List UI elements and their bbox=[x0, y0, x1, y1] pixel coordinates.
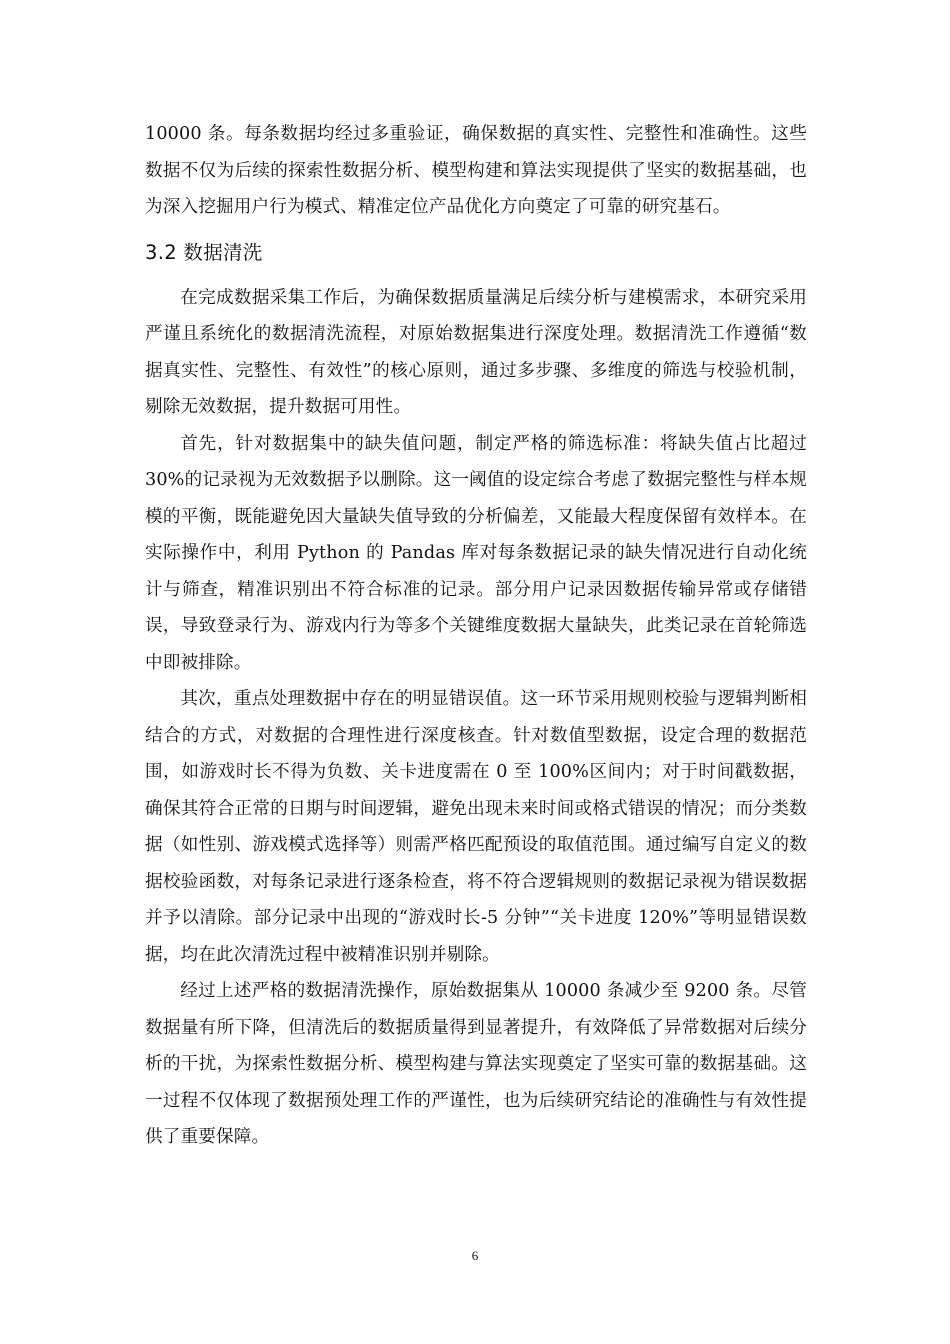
page-number: 6 bbox=[471, 1248, 479, 1263]
continuation-paragraph: 10000 条。每条数据均经过多重验证，确保数据的真实性、完整性和准确性。这些数据不仅为后续的探索性数据分析、模型构建和算法实现提供了坚实的数据基础，也为深入挖掘用户行为模式、精准定位产品优化方向奠定了可靠的研究基石。 bbox=[145, 124, 807, 217]
paragraph-intro: 在完成数据采集工作后，为确保数据质量满足后续分析与建模需求，本研究采用严谨且系统化的数据清洗流程，对原始数据集进行深度处理。数据清洗工作遵循“数据真实性、完整性、有效性”的核心原则，通过多步骤、多维度的筛选与校验机制，剔除无效数据，提升数据可用性。 bbox=[145, 287, 807, 417]
page-body bbox=[145, 116, 807, 1156]
paragraph-summary: 经过上述严格的数据清洗操作，原始数据集从 10000 条减少至 9200 条。尽管数据量有所下降，但清洗后的数据质量得到显著提升，有效降低了异常数据对后续分析的干扰，为探索性数据分析、模型构建与算法实现奠定了坚实可靠的数据基础。这一过程不仅体现了数据预处理工作的严谨性，也为后续研究结论的准确性与有效性提供了重要保障。 bbox=[145, 981, 807, 1147]
paragraph-error-values: 其次，重点处理数据中存在的明显错误值。这一环节采用规则校验与逻辑判断相结合的方式，对数据的合理性进行深度核查。针对数值型数据，设定合理的数据范围，如游戏时长不得为负数、关卡进度需在 0 至 100%区间内；对于时间戳数据，确保其符合正常的日期与时间逻辑，避免出现未来时间或格式错误的情况；而分类数据（如性别、游戏模式选择等）则需严格匹配预设的取值范围。通过编写自定义的数据校验函数，对每条记录进行逐条检查，将不符合逻辑规则的数据记录视为错误数据并予以清除。部分记录中出现的“游戏时长-5 分钟”“关卡进度 120%”等明显错误数据，均在此次清洗过程中被精准识别并剔除。 bbox=[145, 689, 807, 965]
section-heading: 3.2 数据清洗 bbox=[145, 240, 263, 264]
paragraph-missing-values: 首先，针对数据集中的缺失值问题，制定严格的筛选标准：将缺失值占比超过 30%的记录视为无效数据予以删除。这一阈值的设定综合考虑了数据完整性与样本规模的平衡，既能避免因大量缺失值导致的分析偏差，又能最大程度保留有效样本。在实际操作中，利用 Python 的 Pandas 库对每条数据记录的缺失情况进行自动化统计与筛查，精准识别出不符合标准的记录。部分用户记录因数据传输异常或存储错误，导致登录行为、游戏内行为等多个关键维度数据大量缺失，此类记录在首轮筛选中即被排除。 bbox=[145, 433, 807, 673]
